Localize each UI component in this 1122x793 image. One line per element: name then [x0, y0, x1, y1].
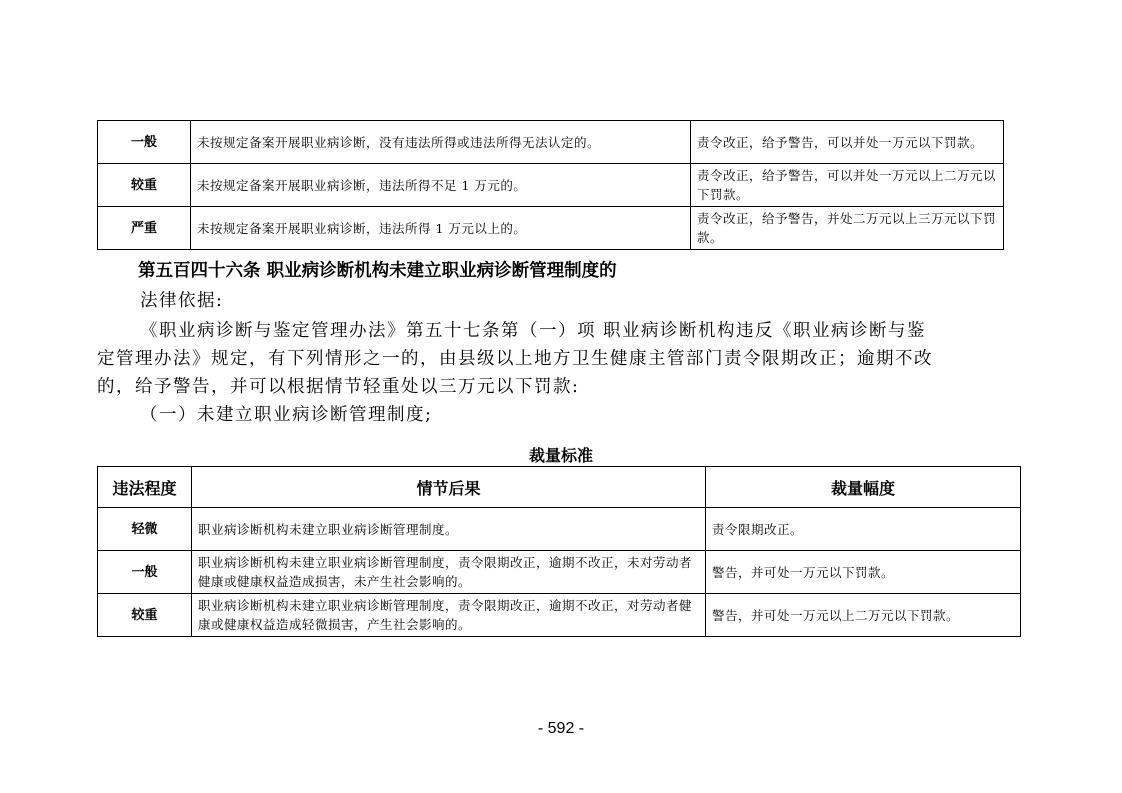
degree-cell: 较重	[98, 594, 192, 637]
circumstance-cell: 未按规定备案开展职业病诊断，违法所得 1 万元以上的。	[191, 207, 691, 250]
circumstance-cell: 职业病诊断机构未建立职业病诊断管理制度。	[192, 508, 706, 551]
table-caption: 裁量标准	[528, 446, 593, 465]
penalty-table-prev	[97, 120, 1004, 250]
circumstance-cell: 未按规定备案开展职业病诊断，没有违法所得或违法所得无法认定的。	[191, 121, 691, 164]
table-row	[98, 508, 1021, 551]
page-number: - 592 -	[537, 720, 585, 737]
header-circumstance: 情节后果	[192, 467, 706, 508]
body-line: 定管理办法》规定，有下列情形之一的，由县级以上地方卫生健康主管部门责令限期改正；逾期不改	[97, 349, 933, 369]
penalty-cell: 责令限期改正。	[706, 508, 1021, 551]
degree-cell: 严重	[98, 207, 191, 250]
circumstance-cell: 未按规定备案开展职业病诊断，违法所得不足 1 万元的。	[191, 164, 691, 207]
penalty-cell: 警告，并可处一万元以上二万元以下罚款。	[706, 594, 1021, 637]
header-degree: 违法程度	[98, 467, 192, 508]
degree-cell: 较重	[98, 164, 191, 207]
circumstance-cell: 职业病诊断机构未建立职业病诊断管理制度，责令限期改正，逾期不改正，对劳动者健康或健康权益造成轻微损害，产生社会影响的。	[192, 594, 706, 637]
circumstance-cell: 职业病诊断机构未建立职业病诊断管理制度，责令限期改正，逾期不改正，未对劳动者健康或健康权益造成损害，未产生社会影响的。	[192, 551, 706, 594]
penalty-cell: 责令改正，给予警告，可以并处一万元以下罚款。	[691, 121, 1004, 164]
article-heading: 第五百四十六条 职业病诊断机构未建立职业病诊断管理制度的	[138, 261, 617, 281]
body-line: 《职业病诊断与鉴定管理办法》第五十七条第（一）项 职业病诊断机构违反《职业病诊断与鉴	[140, 321, 927, 341]
degree-cell: 一般	[98, 121, 191, 164]
table-row	[98, 121, 1004, 164]
header-row	[98, 467, 1021, 508]
degree-cell: 一般	[98, 551, 192, 594]
discretion-standard-table	[97, 466, 1021, 637]
penalty-cell: 责令改正，给予警告，可以并处一万元以上二万元以下罚款。	[691, 164, 1004, 207]
table-row	[98, 551, 1021, 594]
table-row	[98, 594, 1021, 637]
penalty-cell: 警告，并可处一万元以下罚款。	[706, 551, 1021, 594]
table-row	[98, 207, 1004, 250]
legal-basis-label: 法律依据:	[140, 291, 224, 311]
body-line: 的，给予警告，并可以根据情节轻重处以三万元以下罚款:	[97, 377, 580, 397]
degree-cell: 轻微	[98, 508, 192, 551]
table-row	[98, 164, 1004, 207]
header-penalty: 裁量幅度	[706, 467, 1021, 508]
penalty-cell: 责令改正，给予警告，并处二万元以上三万元以下罚款。	[691, 207, 1004, 250]
clause-item: （一）未建立职业病诊断管理制度;	[140, 405, 433, 425]
